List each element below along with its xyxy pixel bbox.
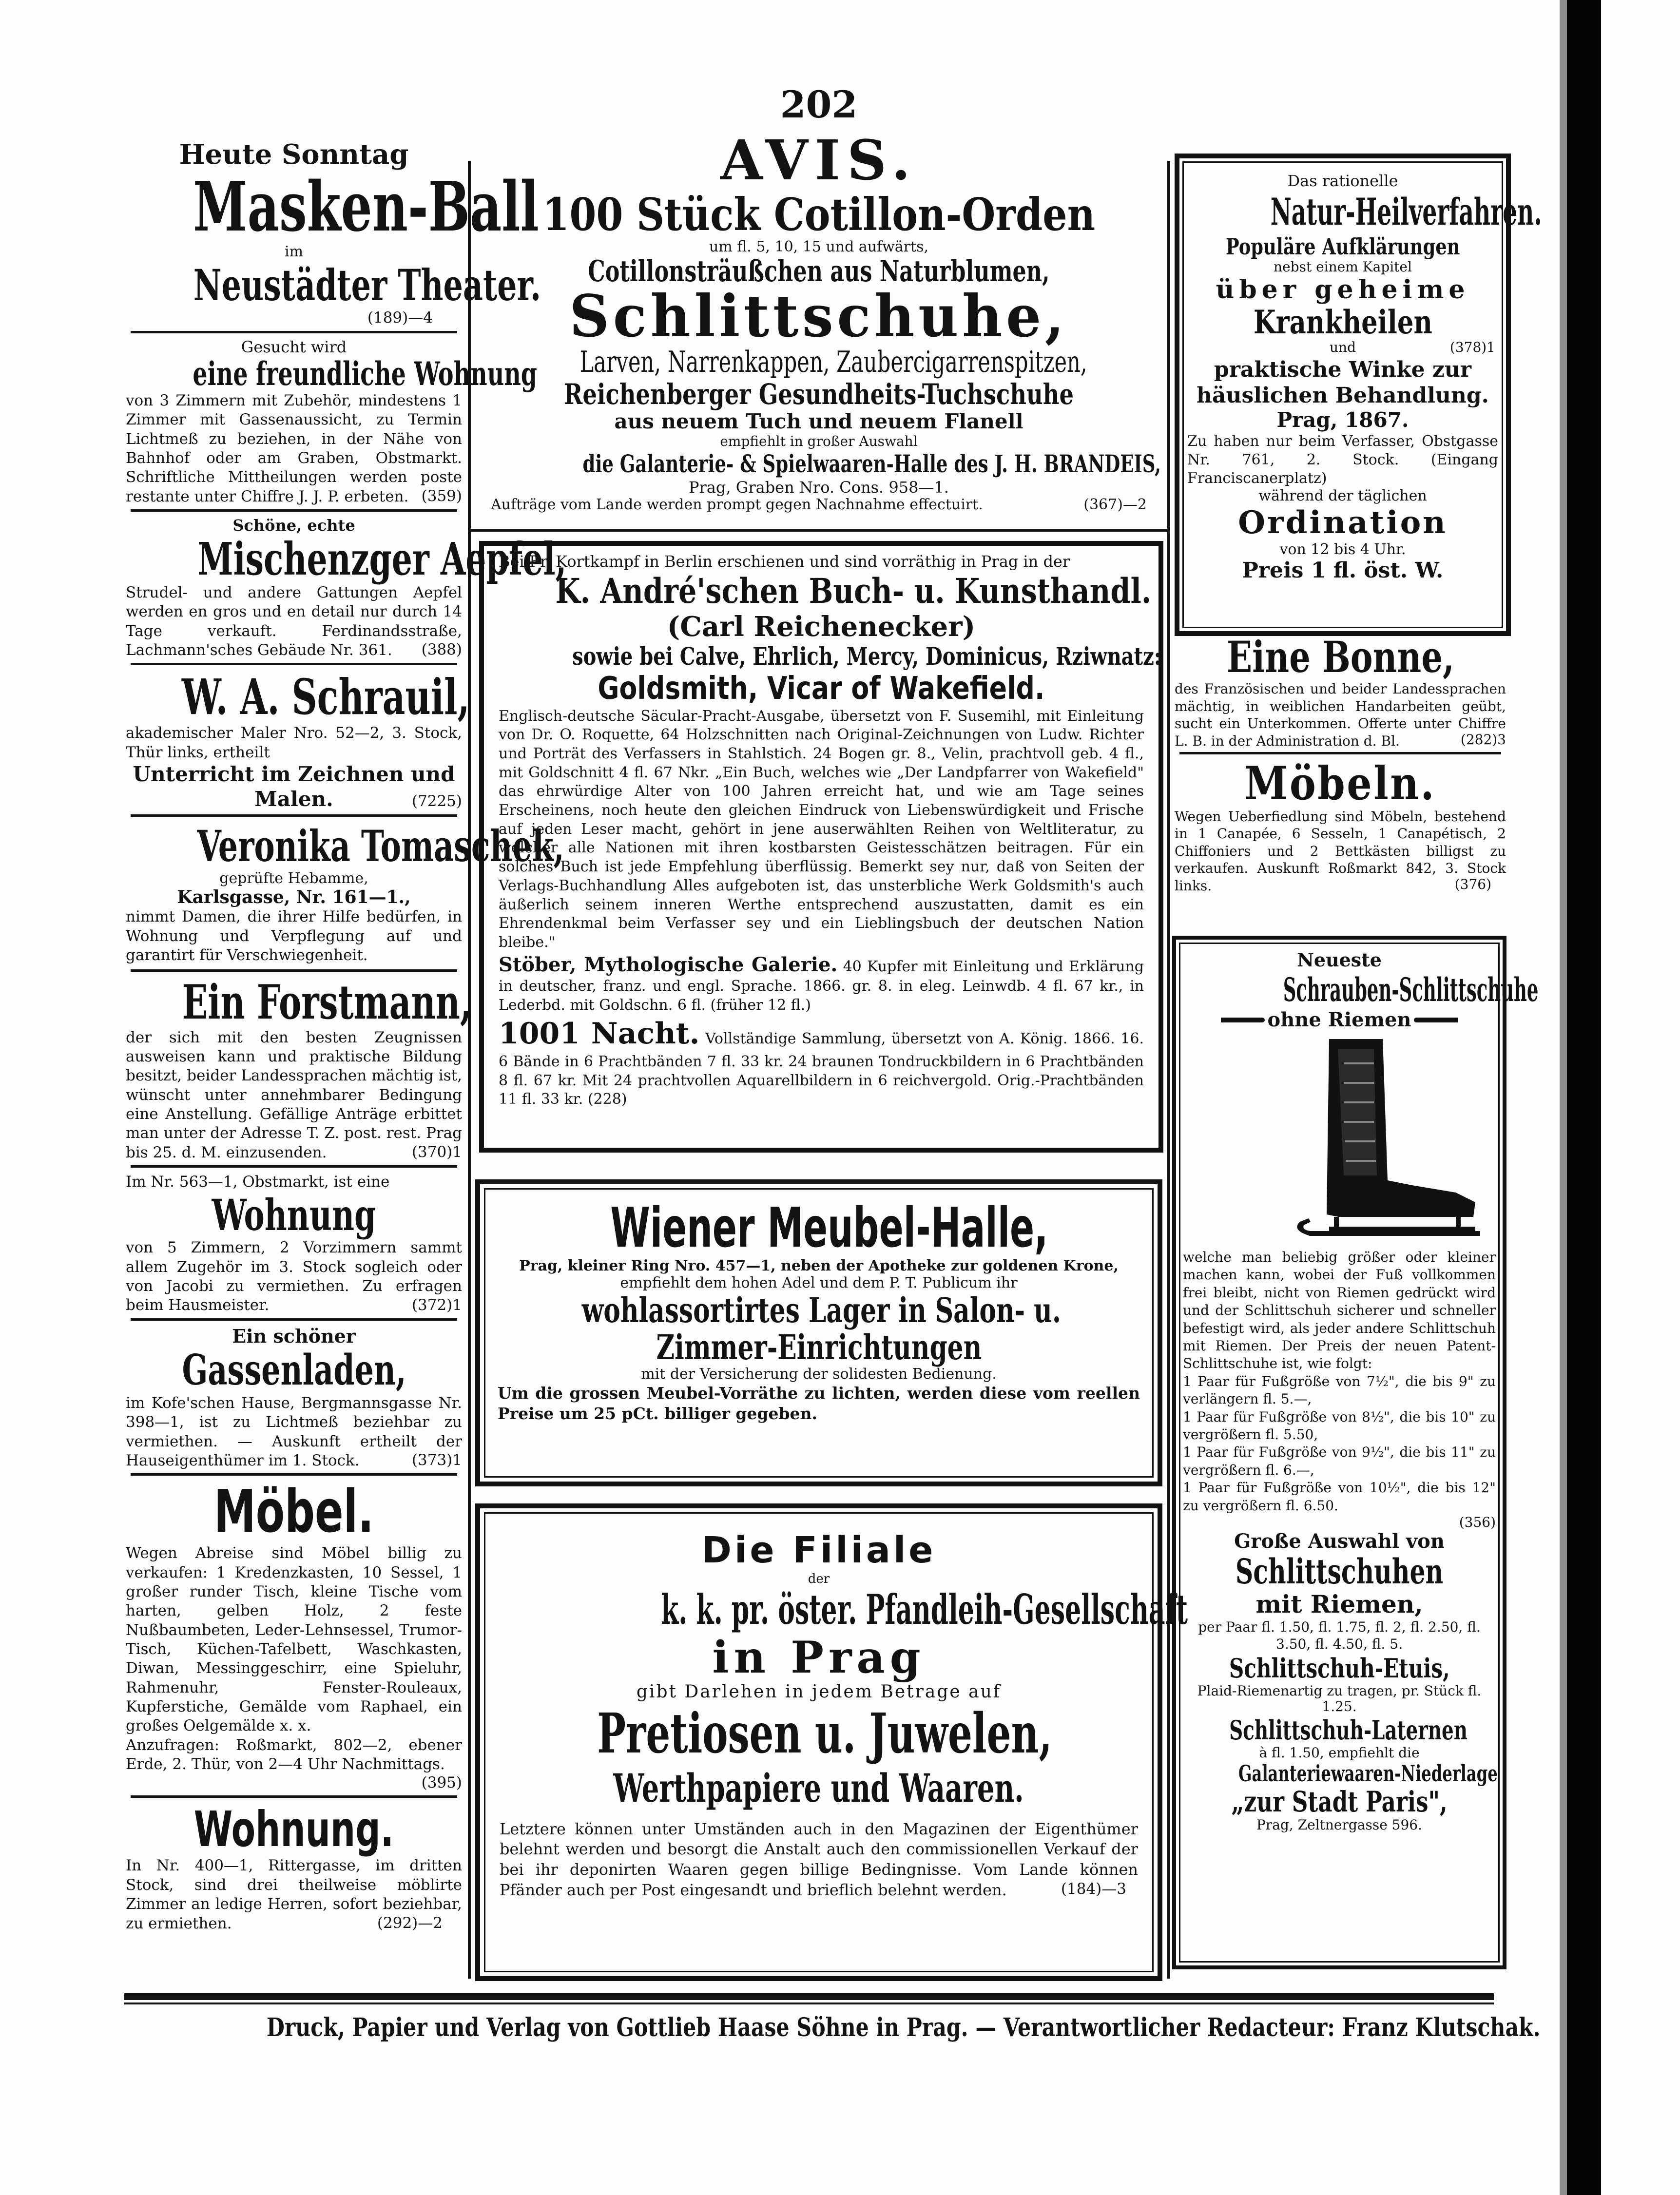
gassenladen-kicker: Ein schöner	[232, 1325, 356, 1347]
ad-wohnung-400	[126, 1803, 462, 1932]
hebamme-line2: Karlsgasse, Nr. 161—1.,	[177, 886, 411, 907]
moebel-ref: (395)	[421, 1773, 462, 1791]
divider	[131, 1795, 457, 1798]
wohnung-gesucht-headline-wrap	[126, 354, 538, 393]
ad-aepfel	[126, 516, 567, 659]
avis-line2: um fl. 5, 10, 15 und aufwärts,	[709, 238, 929, 255]
schraube-price-item: 1 Paar für Fußgröße von 9½", die bis 11" zu vergrößern fl. 6.—,	[1183, 1444, 1496, 1478]
andre-book-wrap	[499, 670, 1144, 707]
meubel-line5: Um die grossen Meubel-Vorräthe zu lichten, werden diese vom reellen Preise um 25 pCt. billiger gegeben.	[498, 1383, 1140, 1424]
footer-rule-thin	[124, 2002, 1494, 2004]
filiale-der: der	[808, 1571, 830, 1586]
hebamme-headline: Veronika Tomaschek,	[197, 820, 564, 871]
filiale-company-wrap	[500, 1585, 1188, 1634]
column-rule-left	[468, 161, 471, 1979]
avis-line3: Cotillonsträußchen aus Naturblumen,	[588, 254, 1050, 289]
andre-also-wrap	[499, 641, 1161, 671]
filiale-line2: Pretiosen u. Juwelen,	[597, 1701, 1052, 1766]
schraube-line10: „zur Stadt Paris",	[1231, 1785, 1448, 1819]
divider	[131, 1165, 457, 1168]
andre-shop: K. André'schen Buch- u. Kunsthandl.	[555, 570, 1152, 611]
filiale-line3-wrap	[500, 1766, 1138, 1810]
filiale-line3: Werthpapiere und Waaren.	[613, 1765, 1024, 1811]
divider	[131, 509, 457, 512]
schraube-kicker: Neueste	[1297, 949, 1382, 971]
wohnung-563-headline: Wohnung	[212, 1190, 376, 1241]
ad-masken-ball	[126, 138, 541, 327]
schraube-body: welche man beliebig größer oder kleiner machen kann, wobei der Fuß vollkommen frei bleibt, nicht von Riemen gedrückt wird und der Schlittschuh sicherer und schneller befestigt wird, als jeder andere Schlittschuh mit Riemen. Der Preis der neuen Patent-Schlittschuhe ist, wie folgt:	[1183, 1249, 1496, 1372]
forstmann-headline: Ein Forstmann,	[182, 974, 472, 1030]
ad-meubel	[480, 1184, 1158, 1425]
avis-line10: Prag, Graben Nro. Cons. 958—1.	[689, 478, 949, 497]
skate-boot-icon	[1183, 1034, 1495, 1249]
wohnung-563-headline-wrap	[126, 1190, 462, 1241]
moebeln-headline-wrap	[1175, 756, 1506, 810]
left-column	[126, 138, 567, 1988]
schraube-line6: Plaid-Riemenartig zu tragen, pr. Stück fl. 1.25.	[1197, 1682, 1482, 1715]
wohnung-563-kicker: Im Nr. 563—1, Obstmarkt, ist eine	[126, 1173, 390, 1191]
andre-also: sowie bei Calve, Ehrlich, Mercy, Dominicus, Rziwnatz:	[572, 641, 1161, 671]
ad-schraube-box	[1172, 936, 1539, 1969]
meubel-address: Prag, kleiner Ring Nro. 457—1, neben der Apotheke zur goldenen Krone,	[519, 1257, 1119, 1274]
left-ornament-icon	[1221, 1018, 1265, 1022]
avis-line5: Larven, Narrenkappen, Zaubercigarrenspitzen,	[579, 345, 1087, 379]
natur-line12: Preis 1 fl. öst. W.	[1242, 558, 1444, 583]
wohnung-gesucht-ref: (359)	[421, 487, 462, 505]
bonne-headline: Eine Bonne,	[1226, 632, 1454, 682]
schraube-prices	[1183, 1373, 1496, 1515]
ad-wohnung-563	[126, 1173, 462, 1314]
wohnung-400-headline: Wohnung.	[193, 1801, 394, 1858]
natur-title: Natur-Heilverfahren.	[1270, 190, 1542, 234]
natur-line3: über geheime	[1216, 274, 1470, 305]
avis-line11: Aufträge vom Lande werden prompt gegen Nachnahme effectuirt.	[491, 496, 983, 514]
ad-filiale	[480, 1508, 1188, 1899]
natur-line7: Prag, 1867.	[1276, 408, 1409, 432]
natur-line5-row	[1187, 340, 1498, 357]
natur-line8: Zu haben nur beim Verfasser, Obstgasse Nr. 761, 2. Stock. (Eingang Franciscanerplatz)	[1187, 433, 1498, 487]
imprint-footer	[127, 2013, 1541, 2042]
andre-stoeber-title: Stöber, Mythologische Galerie.	[499, 953, 838, 976]
aepfel-headline-wrap	[126, 533, 567, 586]
moebel-body: Wegen Abreise sind Möbel billig zu verkaufen: 1 Kredenzkasten, 10 Sessel, 1 großer runder Tisch, kleine Tische vom harten, gelben Holz, 2 feste Nußbaumbeten, Leder-Lehnsessel, Trumor-Tisch, Küchen-Tafelbett, Waschkasten, Diwan, Messinggeschirr, eine Spieluhr, Rahmenuhr, Fenster-Rouleaux, Kupferstiche, Gemälde vom Raphael, ein großes Oelgemälde x. x.	[126, 1544, 462, 1735]
moebeln-headline: Möbeln.	[1244, 756, 1436, 810]
wohnung-gesucht-kicker: Gesucht wird	[241, 337, 347, 356]
schraube-line10-wrap	[1183, 1786, 1496, 1817]
schraube-line9-wrap	[1183, 1761, 1496, 1786]
natur-line6: praktische Winke zur häuslichen Behandlung.	[1197, 357, 1489, 408]
schraube-line4: per Paar fl. 1.50, fl. 1.75, fl. 2, fl. 2.50, fl. 3.50, fl. 4.50, fl. 5.	[1198, 1618, 1481, 1653]
moebel-ask: Anzufragen: Roßmarkt, 802—2, ebener Erde, 2. Thür, von 2—4 Uhr Nachmittags.	[126, 1736, 462, 1773]
avis-line4: Schlittschuhe,	[569, 282, 1068, 350]
ad-forstmann	[126, 974, 472, 1161]
meubel-line3-wrap	[498, 1329, 1140, 1366]
scan-border	[1567, 0, 1601, 2195]
gassenladen-ref: (373)1	[411, 1451, 462, 1469]
avis-title: AVIS.	[720, 129, 917, 193]
schrauil-body: akademischer Maler Nro. 52—2, 3. Stock, Thür links, ertheilt	[126, 724, 462, 761]
schraube-line9: Galanteriewaaren-Niederlage	[1238, 1760, 1498, 1787]
avis-line7: aus neuem Tuch und neuem Flanell	[614, 409, 1023, 433]
schraube-line1: Große Auswahl von	[1234, 1530, 1445, 1553]
schraube-line3: mit Riemen,	[1255, 1589, 1423, 1618]
schraube-price-item: 1 Paar für Fußgröße von 8½", die bis 10" zu vergrößern fl. 5.50,	[1183, 1408, 1496, 1443]
ad-schrauil	[126, 668, 470, 811]
aepfel-ref: (388)	[421, 641, 462, 659]
andre-nacht-title: 1001 Nacht.	[499, 1016, 700, 1051]
schraube-line8: à fl. 1.50, empfiehlt die	[1259, 1744, 1420, 1761]
andre-shop-wrap	[499, 570, 1152, 611]
schraube-price-item: 1 Paar für Fußgröße von 7½", die bis 9" zu verlängern fl. 5.—,	[1183, 1373, 1496, 1407]
masken-ball-title-wrap	[126, 167, 539, 247]
divider	[131, 331, 457, 333]
andre-body: Englisch-deutsche Säcular-Pracht-Ausgabe, übersetzt von F. Susemihl, mit Einleitung von Dr. O. Roquette, 64 Holzschnitten nach Original-Zeichnungen von Ludw. Richter und Porträt des Verfassers in Stahlstich. 24 Bogen gr. 8., Velin, prachtvoll geb. 4 fl., mit Goldschnitt 4 fl. 67 Nkr. „Ein Buch, welches wie „Der Landpfarrer von Wakefield" das ehrwürdige Alter von 100 Jahren erreicht hat, und wie am Tage seines Erscheinens, noch heute den gleichen Eindruck von Liebenswürdigkeit und Frische auf jeden Leser macht, gehört in jene auserwählten Reihen von Weltliteratur, zu welcher alle Nationen mit ihren kostbarsten Geistesschätzen beitragen. Für ein solches Buch ist jede Empfehlung überflüssig. Bemerkt sey nur, daß von Seiten der Verlags-Buchhandlung Alles aufgeboten ist, das unsterbliche Werk Goldsmith's auch äußerlich seinem inneren Werthe entsprechend auszustatten, damit es ein Ehrendenkmal beim Verfasser sey und ein Lieblingsbuch der deutschen Nation bleibe."	[499, 707, 1144, 951]
forstmann-headline-wrap	[126, 974, 472, 1030]
avis-line4-wrap	[481, 282, 1157, 350]
schraube-subtitle-row	[1183, 1009, 1496, 1034]
avis-line6-wrap	[481, 379, 1157, 410]
ad-natur	[1179, 158, 1542, 583]
avis-ref: (367)—2	[1083, 496, 1147, 514]
divider	[1179, 752, 1501, 754]
divider	[131, 1473, 457, 1476]
bonne-headline-wrap	[1175, 634, 1506, 680]
aepfel-headline: Mischenzger Aepfel,	[197, 533, 567, 586]
divider	[131, 969, 457, 972]
natur-line4-wrap	[1187, 305, 1498, 340]
schraube-subtitle: ohne Riemen	[1267, 1008, 1411, 1032]
schraube-line7-wrap	[1183, 1715, 1496, 1745]
ad-wohnung-gesucht	[126, 337, 538, 505]
divider	[131, 1318, 457, 1321]
ad-filiale-box	[475, 1503, 1188, 1981]
schraube-line5-wrap	[1183, 1653, 1496, 1683]
filiale-city: in Prag	[712, 1631, 926, 1683]
skate-illustration	[1183, 1034, 1496, 1249]
meubel-line2: wohlassortirtes Lager in Salon- u.	[581, 1290, 1061, 1330]
wohnung-563-body: von 5 Zimmern, 2 Vorzimmern sammt allem Zugehör im 3. Stock sogleich oder von Jacobi zu vermiethen. Zu erfragen beim Hausmeister.	[126, 1239, 462, 1314]
andre-nacht-body: Vollständige Sammlung, übersetzt von A. König. 1866. 16. 6 Bände in 6 Prachtbänden 7 fl. 33 kr. 24 braunen Tondruckbildern in 6 Prachtbänden 8 fl. 67 kr. Mit 24 prachtvollen Aquarellbildern in 6 reichvergold. Orig.-Prachtbänden 11 fl. 33 kr.	[499, 1030, 1144, 1108]
forstmann-body: der sich mit den besten Zeugnissen ausweisen kann und praktische Bildung besitzt, beider Landessprachen mächtig ist, wünscht unter annehmbarer Bedingung eine Anstellung. Gefällige Anträge erbittet man unter der Adresse T. Z. post. rest. Prag bis 25. d. M. einzusenden.	[126, 1028, 462, 1161]
avis-line6: Reichenberger Gesundheits-Tuchschuhe	[563, 377, 1074, 411]
wohnung-400-body: In Nr. 400—1, Rittergasse, im dritten Stock, sind drei theilweise möblirte Zimmer an ledige Herren, sofort beziehbar, zu ermiethen.	[126, 1857, 462, 1932]
natur-line5: und	[1330, 339, 1356, 355]
natur-line4: Krankheilen	[1253, 303, 1432, 341]
andre-nacht	[499, 1015, 1144, 1109]
scan-border-shadow	[1560, 0, 1567, 2195]
masken-ball-venue: Neustädter Theater.	[193, 259, 541, 310]
natur-line1-wrap	[1187, 234, 1498, 259]
masken-ball-title: Masken-Ball	[193, 167, 539, 247]
avis-line9-wrap	[481, 449, 1161, 479]
meubel-line2-wrap	[498, 1292, 1140, 1329]
masken-ball-im: im	[284, 243, 304, 260]
masken-ball-venue-wrap	[126, 259, 541, 310]
filiale-ref: (184)—3	[1061, 1880, 1126, 1898]
ad-meubel-box	[475, 1179, 1162, 1486]
meubel-line1: empfiehlt dem hohen Adel und dem P. T. Publicum ihr	[620, 1274, 1018, 1291]
moebel-headline-wrap	[126, 1478, 462, 1546]
schrauil-ref: (7225)	[411, 792, 462, 810]
filiale-body: Letztere können unter Umständen auch in den Magazinen der Eigenthümer belehnt werden und besorgt die Anstalt auch den commissionellen Verkauf der bei ihr deponirten Waaren gegen billige Bedingnisse. Vom Lande können Pfänder auch per Post eingesandt und brieflich belehnt werden.	[500, 1819, 1138, 1899]
natur-title-wrap	[1187, 190, 1542, 234]
wohnung-400-headline-wrap	[126, 1803, 462, 1856]
wohnung-400-ref: (292)—2	[377, 1914, 443, 1932]
meubel-line3: Zimmer-Einrichtungen	[656, 1327, 982, 1367]
schrauil-bold: Unterricht im Zeichnen und Malen.	[133, 762, 455, 811]
andre-ref: (228)	[587, 1091, 627, 1108]
ad-andre-box	[479, 541, 1163, 1153]
ad-avis	[475, 129, 1162, 514]
schrauil-headline-wrap	[126, 668, 470, 726]
moebeln-body: Wegen Ueberfiedlung sind Möbeln, bestehend in 1 Canapée, 6 Sesseln, 1 Canapétisch, 2 Chiffoniers und 2 Bettkästen billigst zu verkaufen. Auskunft Roßmarkt 842, 3. Stock links.	[1175, 808, 1506, 894]
avis-line11-row	[481, 497, 1157, 514]
andre-intro: Bei Fr. Kortkampf in Berlin erschienen und sind vorräthig in Prag in der	[499, 552, 1070, 571]
hebamme-line1: geprüfte Hebamme,	[219, 869, 368, 887]
aepfel-kicker: Schöne, echte	[232, 516, 355, 535]
natur-line11: von 12 bis 4 Uhr.	[1279, 540, 1406, 558]
gassenladen-headline-wrap	[126, 1347, 462, 1394]
ad-schraube	[1176, 940, 1539, 1833]
ad-natur-box	[1175, 154, 1542, 636]
andre-stoeber	[499, 952, 1144, 1015]
filiale-title: Die Filiale	[701, 1529, 936, 1571]
footer-rule	[124, 1993, 1494, 2000]
ad-gassenladen	[126, 1326, 462, 1469]
meubel-title: Wiener Meubel-Halle,	[610, 1196, 1048, 1260]
ad-bonne	[1175, 634, 1506, 748]
schraube-line5: Schlittschuh-Etuis,	[1229, 1652, 1450, 1684]
avis-bottom-rule	[469, 529, 1167, 532]
hebamme-body: nimmt Damen, die ihrer Hilfe bedürfen, in Wohnung und Verpflegung auf und garantirt für Verschwiegenheit.	[126, 908, 462, 964]
masken-ball-line1: Heute Sonntag	[179, 138, 409, 171]
aepfel-body: Strudel- und andere Gattungen Aepfel werden en gros und en detail nur durch 14 Tage verkauft. Ferdinandsstraße, Lachmann'sches Gebäude Nr. 361.	[126, 584, 462, 659]
divider	[131, 663, 457, 665]
schraube-line7: Schlittschuh-Laternen	[1229, 1714, 1468, 1746]
andre-owner: (Carl Reichenecker)	[667, 610, 976, 643]
natur-line1: Populäre Aufklärungen	[1225, 233, 1460, 260]
bonne-ref: (282)3	[1460, 732, 1506, 748]
right-ornament-icon	[1414, 1018, 1458, 1022]
wohnung-563-ref: (372)1	[411, 1296, 462, 1314]
schraube-line2: Schlittschuhen	[1235, 1551, 1444, 1592]
filiale-line2-wrap	[500, 1702, 1138, 1766]
hebamme-headline-wrap	[126, 820, 564, 871]
natur-line2: nebst einem Kapitel	[1274, 259, 1412, 275]
bonne-body: des Französischen und beider Landessprachen mächtig, in weiblichen Handarbeiten geübt, sucht ein Unterkommen. Offerte unter Chiffre L. B. in der Administration d. Bl.	[1175, 681, 1506, 749]
ad-andre	[484, 546, 1159, 1109]
meubel-title-wrap	[498, 1196, 1140, 1260]
schraube-title: Schrauben-Schlittschuhe	[1283, 971, 1539, 1009]
wohnung-gesucht-headline: eine freundliche Wohnung	[193, 354, 538, 393]
avis-line1: 100 Stück Cotillon-Orden	[542, 188, 1095, 241]
natur-ref: (378)1	[1449, 339, 1495, 355]
column-rule-right	[1167, 161, 1170, 1979]
divider	[131, 814, 457, 817]
natur-kicker: Das rationelle	[1287, 172, 1398, 190]
avis-line8: empfiehlt in großer Auswahl	[720, 433, 918, 449]
schraube-ref: (356)	[1459, 1514, 1496, 1530]
forstmann-ref: (370)1	[411, 1143, 462, 1161]
andre-stoeber-body: 40 Kupfer mit Einleitung und Erklärung in deutscher, franz. und engl. Sprache. 1866. gr. 8. in eleg. Leinwdb. 4 fl. 67 kr., in Lederbd. mit Goldschn. 6 fl. (früher 12 fl.)	[499, 958, 1144, 1014]
filiale-line1: gibt Darlehen in jedem Betrage auf	[636, 1681, 1002, 1702]
masken-ball-ref: (189)—4	[367, 308, 433, 327]
natur-line10: Ordination	[1238, 504, 1448, 541]
wohnung-gesucht-body: von 3 Zimmern mit Zubehör, mindestens 1 Zimmer mit Gassenaussicht, zu Termin Lichtmeß zu beziehen, in der Nähe von Bahnhof oder am Graben, Obstmarkt. Schriftliche Mittheilungen werden poste restante unter Chiffre J. J. P. erbeten.	[126, 391, 462, 505]
andre-book: Goldsmith, Vicar of Wakefield.	[598, 670, 1045, 707]
moebeln-ref: (376)	[1454, 876, 1491, 893]
avis-line1-wrap	[481, 190, 1157, 239]
schraube-line2-wrap	[1183, 1553, 1496, 1590]
ad-moebel	[126, 1478, 462, 1791]
natur-line9: während der täglichen	[1258, 487, 1427, 505]
schraube-title-wrap	[1183, 971, 1539, 1009]
schraube-line11: Prag, Zeltnergasse 596.	[1256, 1817, 1423, 1833]
schrauil-headline: W. A. Schrauil,	[181, 668, 470, 726]
gassenladen-headline: Gassenladen,	[181, 1345, 406, 1395]
page-number: 202	[780, 83, 858, 126]
filiale-company: k. k. pr. öster. Pfandleih-Gesellschaft	[661, 1585, 1188, 1634]
ad-moebeln	[1175, 756, 1506, 894]
avis-line5-wrap	[481, 346, 1157, 379]
gassenladen-body: im Kofe'schen Hause, Bergmannsgasse Nr. 398—1, ist zu Lichtmeß beziehbar zu vermiethen. — Auskunft ertheilt der Hauseigenthümer im 1. Stock.	[126, 1394, 462, 1469]
imprint-text: Druck, Papier und Verlag von Gottlieb Haase Söhne in Prag. — Verantwortlicher Redacteur: Franz Klutschak.	[266, 2013, 1541, 2042]
moebel-headline: Möbel.	[213, 1478, 374, 1546]
schraube-price-item: 1 Paar für Fußgröße von 10½", die bis 12" zu vergrößern fl. 6.50.	[1183, 1480, 1496, 1514]
avis-line9: die Galanterie- & Spielwaaren-Halle des J. H. BRANDEIS,	[582, 449, 1161, 478]
ad-hebamme	[126, 820, 564, 965]
meubel-line4: mit der Versicherung der solidesten Bedienung.	[641, 1365, 997, 1383]
